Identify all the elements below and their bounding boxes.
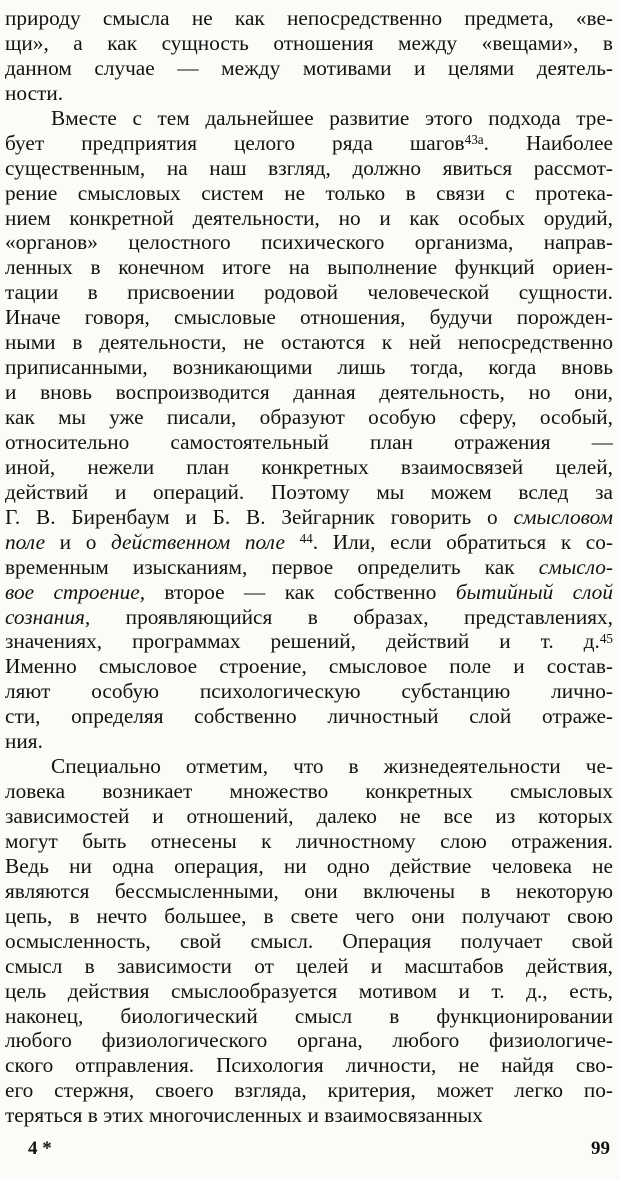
text-line xyxy=(5,56,613,81)
text-line xyxy=(5,854,613,879)
text-run: временным изысканиям, первое определить как xyxy=(5,554,539,579)
text-run: являются бессмысленными, они включены в некоторую xyxy=(5,878,613,903)
text-run: ния. xyxy=(5,729,43,754)
text-line xyxy=(5,879,613,904)
text-run: данном случае — между мотивами и целями деятель- xyxy=(5,55,613,80)
footnote-reference: 43а xyxy=(464,131,484,147)
text-run: Специально отметим, что в жизнедеятельности че- xyxy=(51,754,613,779)
italic-term: бытийный слой xyxy=(455,579,613,604)
text-line xyxy=(5,505,613,530)
text-run: цель действия смыслообразуется мотивом и т. д., есть, xyxy=(5,978,613,1003)
text-line xyxy=(5,605,613,630)
text-line xyxy=(5,679,613,704)
text-run: относительно самостоятельный план отражения — xyxy=(5,429,613,454)
text-run: зависимостей и отношений, далеко не все из которых xyxy=(5,804,613,828)
text-line xyxy=(5,455,613,480)
text-line xyxy=(5,954,613,979)
text-run: Ведь ни одна операция, ни одно действие человека не xyxy=(5,853,613,878)
text-run: осмысленность, свой смысл. Операция получает свой xyxy=(5,928,613,953)
text-line xyxy=(5,106,613,131)
text-line xyxy=(5,181,613,206)
text-run: ными в деятельности, не остаются к ней непосредственно xyxy=(5,330,613,355)
text-line xyxy=(5,779,613,804)
footnote-reference: 45 xyxy=(599,630,613,646)
text-line xyxy=(5,754,613,779)
text-line xyxy=(5,530,613,555)
text-run: «органов» целостного психического организма, направ- xyxy=(5,230,613,255)
text-line xyxy=(5,580,613,605)
italic-term: вое строение, xyxy=(5,579,146,604)
text-line xyxy=(5,804,613,829)
text-run: щи», а как сущность отношения между «вещами», в xyxy=(5,30,613,55)
text-run: действий и операций. Поэтому мы можем вслед за xyxy=(5,479,613,504)
text-run: нием конкретной деятельности, но и как особых орудий, xyxy=(5,205,613,230)
italic-term: сознания, xyxy=(5,604,91,629)
text-line xyxy=(5,330,613,355)
italic-term: действенном поле xyxy=(111,529,285,554)
text-run: как мы уже писали, образуют особую сферу, особый, xyxy=(5,405,613,429)
italic-term: смысло- xyxy=(538,554,613,579)
text-line xyxy=(5,280,613,305)
page-number: 99 xyxy=(591,1138,610,1159)
text-run xyxy=(285,530,300,554)
text-line xyxy=(5,305,613,330)
text-line xyxy=(5,81,613,106)
text-run: и о xyxy=(45,529,112,554)
text-line xyxy=(5,255,613,280)
text-line xyxy=(5,430,613,455)
text-run: второе — как собственно xyxy=(145,579,456,604)
text-run: ляют особую психологическую субстанцию лично- xyxy=(5,679,613,704)
text-run: сти, определяя собственно личностный слой отраже- xyxy=(5,704,613,729)
text-run: его стержня, своего взгляда, критерия, может легко по- xyxy=(5,1078,613,1103)
text-run: проявляющийся в образах, представлениях, xyxy=(90,604,613,629)
text-run: Г. В. Биренбаум и Б. В. Зейгарник говорить о xyxy=(5,504,514,529)
text-line xyxy=(5,1078,613,1103)
text-line xyxy=(5,355,613,380)
text-line xyxy=(5,555,613,580)
page-footer xyxy=(0,1138,620,1168)
text-line xyxy=(5,654,613,679)
text-line xyxy=(5,206,613,231)
italic-term: поле xyxy=(5,529,46,554)
text-line xyxy=(5,230,613,255)
text-run: Иначе говоря, смысловые отношения, будучи порожден- xyxy=(5,305,613,330)
text-run: тации в присвоении родовой человеческой сущности. xyxy=(5,280,613,305)
text-line xyxy=(5,405,613,430)
text-line xyxy=(5,380,613,405)
text-line xyxy=(5,829,613,854)
text-run: ленных в конечном итоге на выполнение функций ориен- xyxy=(5,255,613,280)
text-line xyxy=(5,1053,613,1078)
text-run: теряться в этих многочисленных и взаимосвязанных xyxy=(5,1103,483,1128)
text-line xyxy=(5,1103,613,1128)
text-line xyxy=(5,729,613,754)
text-line xyxy=(5,704,613,729)
italic-term: смысловом xyxy=(513,504,613,529)
footnote-reference: 44 xyxy=(299,530,313,546)
text-run: природу смысла не как непосредственно предмета, «ве- xyxy=(5,6,613,30)
text-line xyxy=(5,480,613,505)
signature-mark: 4 * xyxy=(28,1138,52,1159)
text-run: смысл в зависимости от целей и масштабов действия, xyxy=(5,953,613,978)
text-run: приписанными, возникающими лишь тогда, когда вновь xyxy=(5,355,613,380)
text-run: . Или, если обратиться к со- xyxy=(312,529,613,554)
text-run: значениях, программах решений, действий и т. д. xyxy=(5,629,600,654)
text-run: ности. xyxy=(5,80,64,105)
text-run: ского отправления. Психология личности, не найдя сво- xyxy=(5,1053,613,1078)
text-run: любого физиологического органа, любого физиологиче- xyxy=(5,1028,613,1053)
text-run: рение смысловых систем не только в связи с протека- xyxy=(5,180,613,205)
text-run: цепь, в нечто большее, в свете чего они получают свою xyxy=(5,903,613,928)
text-line xyxy=(5,1028,613,1053)
text-run: наконец, биологический смысл в функционировании xyxy=(5,1003,613,1028)
text-line xyxy=(5,31,613,56)
text-run: . Наиболее xyxy=(483,130,613,155)
text-line xyxy=(5,629,613,654)
text-line xyxy=(5,929,613,954)
text-run: могут быть отнесены к личностному слою отражения. xyxy=(5,828,613,853)
text-run: и вновь воспроизводится данная деятельность, но они, xyxy=(5,380,613,405)
text-run: Именно смысловое строение, смысловое поле и состав- xyxy=(5,654,613,679)
text-line xyxy=(5,1004,613,1029)
text-line xyxy=(5,156,613,181)
text-line xyxy=(5,904,613,929)
body-text xyxy=(5,6,613,1128)
text-run: иной, нежели план конкретных взаимосвязей целей, xyxy=(5,454,613,479)
text-line xyxy=(5,979,613,1004)
text-line xyxy=(5,6,613,31)
text-run: существенным, на наш взгляд, должно явиться рассмот- xyxy=(5,155,613,180)
text-line xyxy=(5,131,613,156)
text-run: бует предприятия целого ряда шагов xyxy=(5,130,465,155)
text-run: ловека возникает множество конкретных смысловых xyxy=(5,779,613,804)
text-run: Вместе с тем дальнейшее развитие этого подхода тре- xyxy=(51,105,613,130)
